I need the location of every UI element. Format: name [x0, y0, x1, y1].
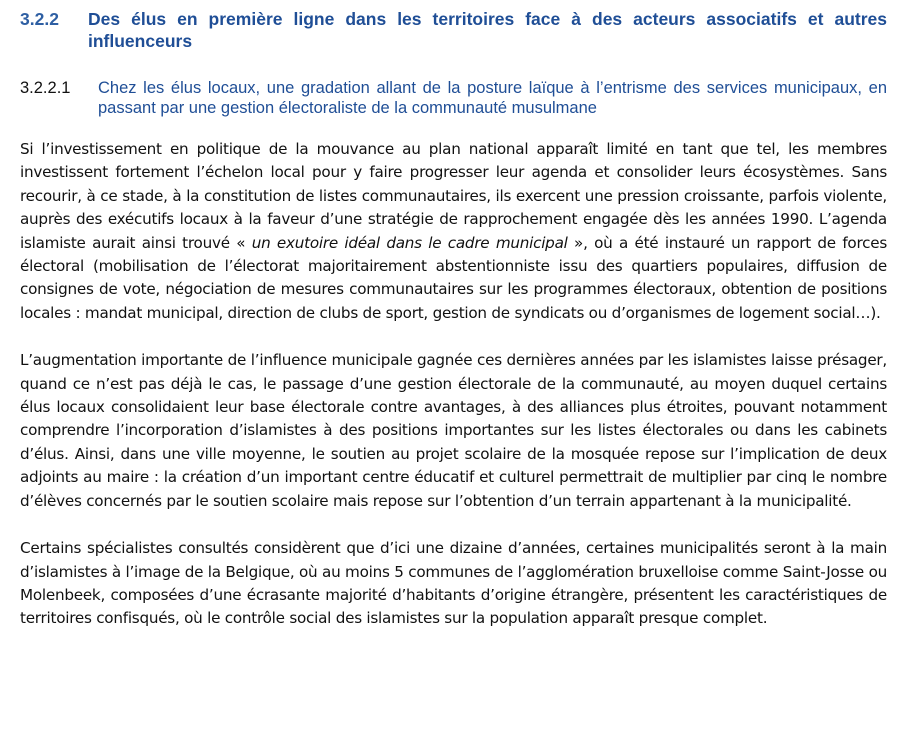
paragraph-2: L’augmentation importante de l’influence municipale gagnée ces dernières années par les islamistes laisse présager, quand ce n’est pas déjà le cas, le passage d’une gestion électorale de la communauté, au moyen duquel certains élus locaux consolidaient leur base électorale contre avantages, à des alliances plus étroites, pouvant notamment comprendre l’incorporation d’islamistes à des positions importantes sur les listes électorales ou dans les cabinets d’élus. Ainsi, dans une ville moyenne, le soutien au projet scolaire de la mosquée repose sur l’implication de deux adjoints au maire : la création d’un important centre éducatif et culturel permettrait de multiplier par cinq le nombre d’élèves concernés par le soutien scolaire mais repose sur l’obtention d’un terrain appartenant à la municipalité. — [20, 351, 887, 510]
section-number: 3.2.2 — [20, 9, 59, 29]
paragraph-3: Certains spécialistes consultés considèrent que d’ici une dizaine d’années, certaines municipalités seront à la main d’islamistes à l’image de la Belgique, où au moins 5 communes de l’agglomération bruxelloise comme Saint-Josse ou Molenbeek, composées d’une écrasante majorité d’habitants d’origine étrangère, présentent les caractéristiques de territoires confisqués, où le contrôle social des islamistes sur la population apparaît presque complet. — [20, 539, 887, 628]
section-heading-3-2-2 — [20, 8, 887, 52]
paragraph-1-quote: un exutoire idéal dans le cadre municipal — [251, 233, 568, 252]
subsection-number: 3.2.2.1 — [20, 79, 71, 97]
paragraph-1-text-a: Si l’investissement en politique de la mouvance au plan national apparaît limité en tant que tel, les membres investissent fortement l’échelon local pour y faire progresser leur agenda et consolider leurs écosystèmes. Sans recourir, à ce stade, à la constitution de listes communautaires, ils exercent une pression croissante, parfois violente, auprès des exécutifs locaux à la faveur d’une stratégie de rapprochement engagée dès les années 1990. L’agenda islamiste aurait ainsi trouvé « — [20, 140, 887, 252]
paragraph-1-text-b: », où a été instauré un rapport de forces électoral (mobilisation de l’électorat majoritairement abstentionniste issu des quartiers populaires, diffusion de consignes de vote, négociation de mesures communautaires sur les programmes électoraux, obtention de positions locales : mandat municipal, direction de clubs de sport, gestion de syndicats ou d’organismes de logement social…). — [20, 233, 887, 322]
document-page — [20, 8, 887, 631]
subsection-heading-3-2-2-1 — [20, 78, 887, 118]
subsection-title: Chez les élus locaux, une gradation allant de la posture laïque à l’entrisme des services municipaux, en passant par une gestion électoraliste de la communauté musulmane — [98, 79, 887, 117]
section-title: Des élus en première ligne dans les territoires face à des acteurs associatifs et autres influenceurs — [88, 9, 887, 51]
paragraph-1 — [20, 138, 887, 325]
